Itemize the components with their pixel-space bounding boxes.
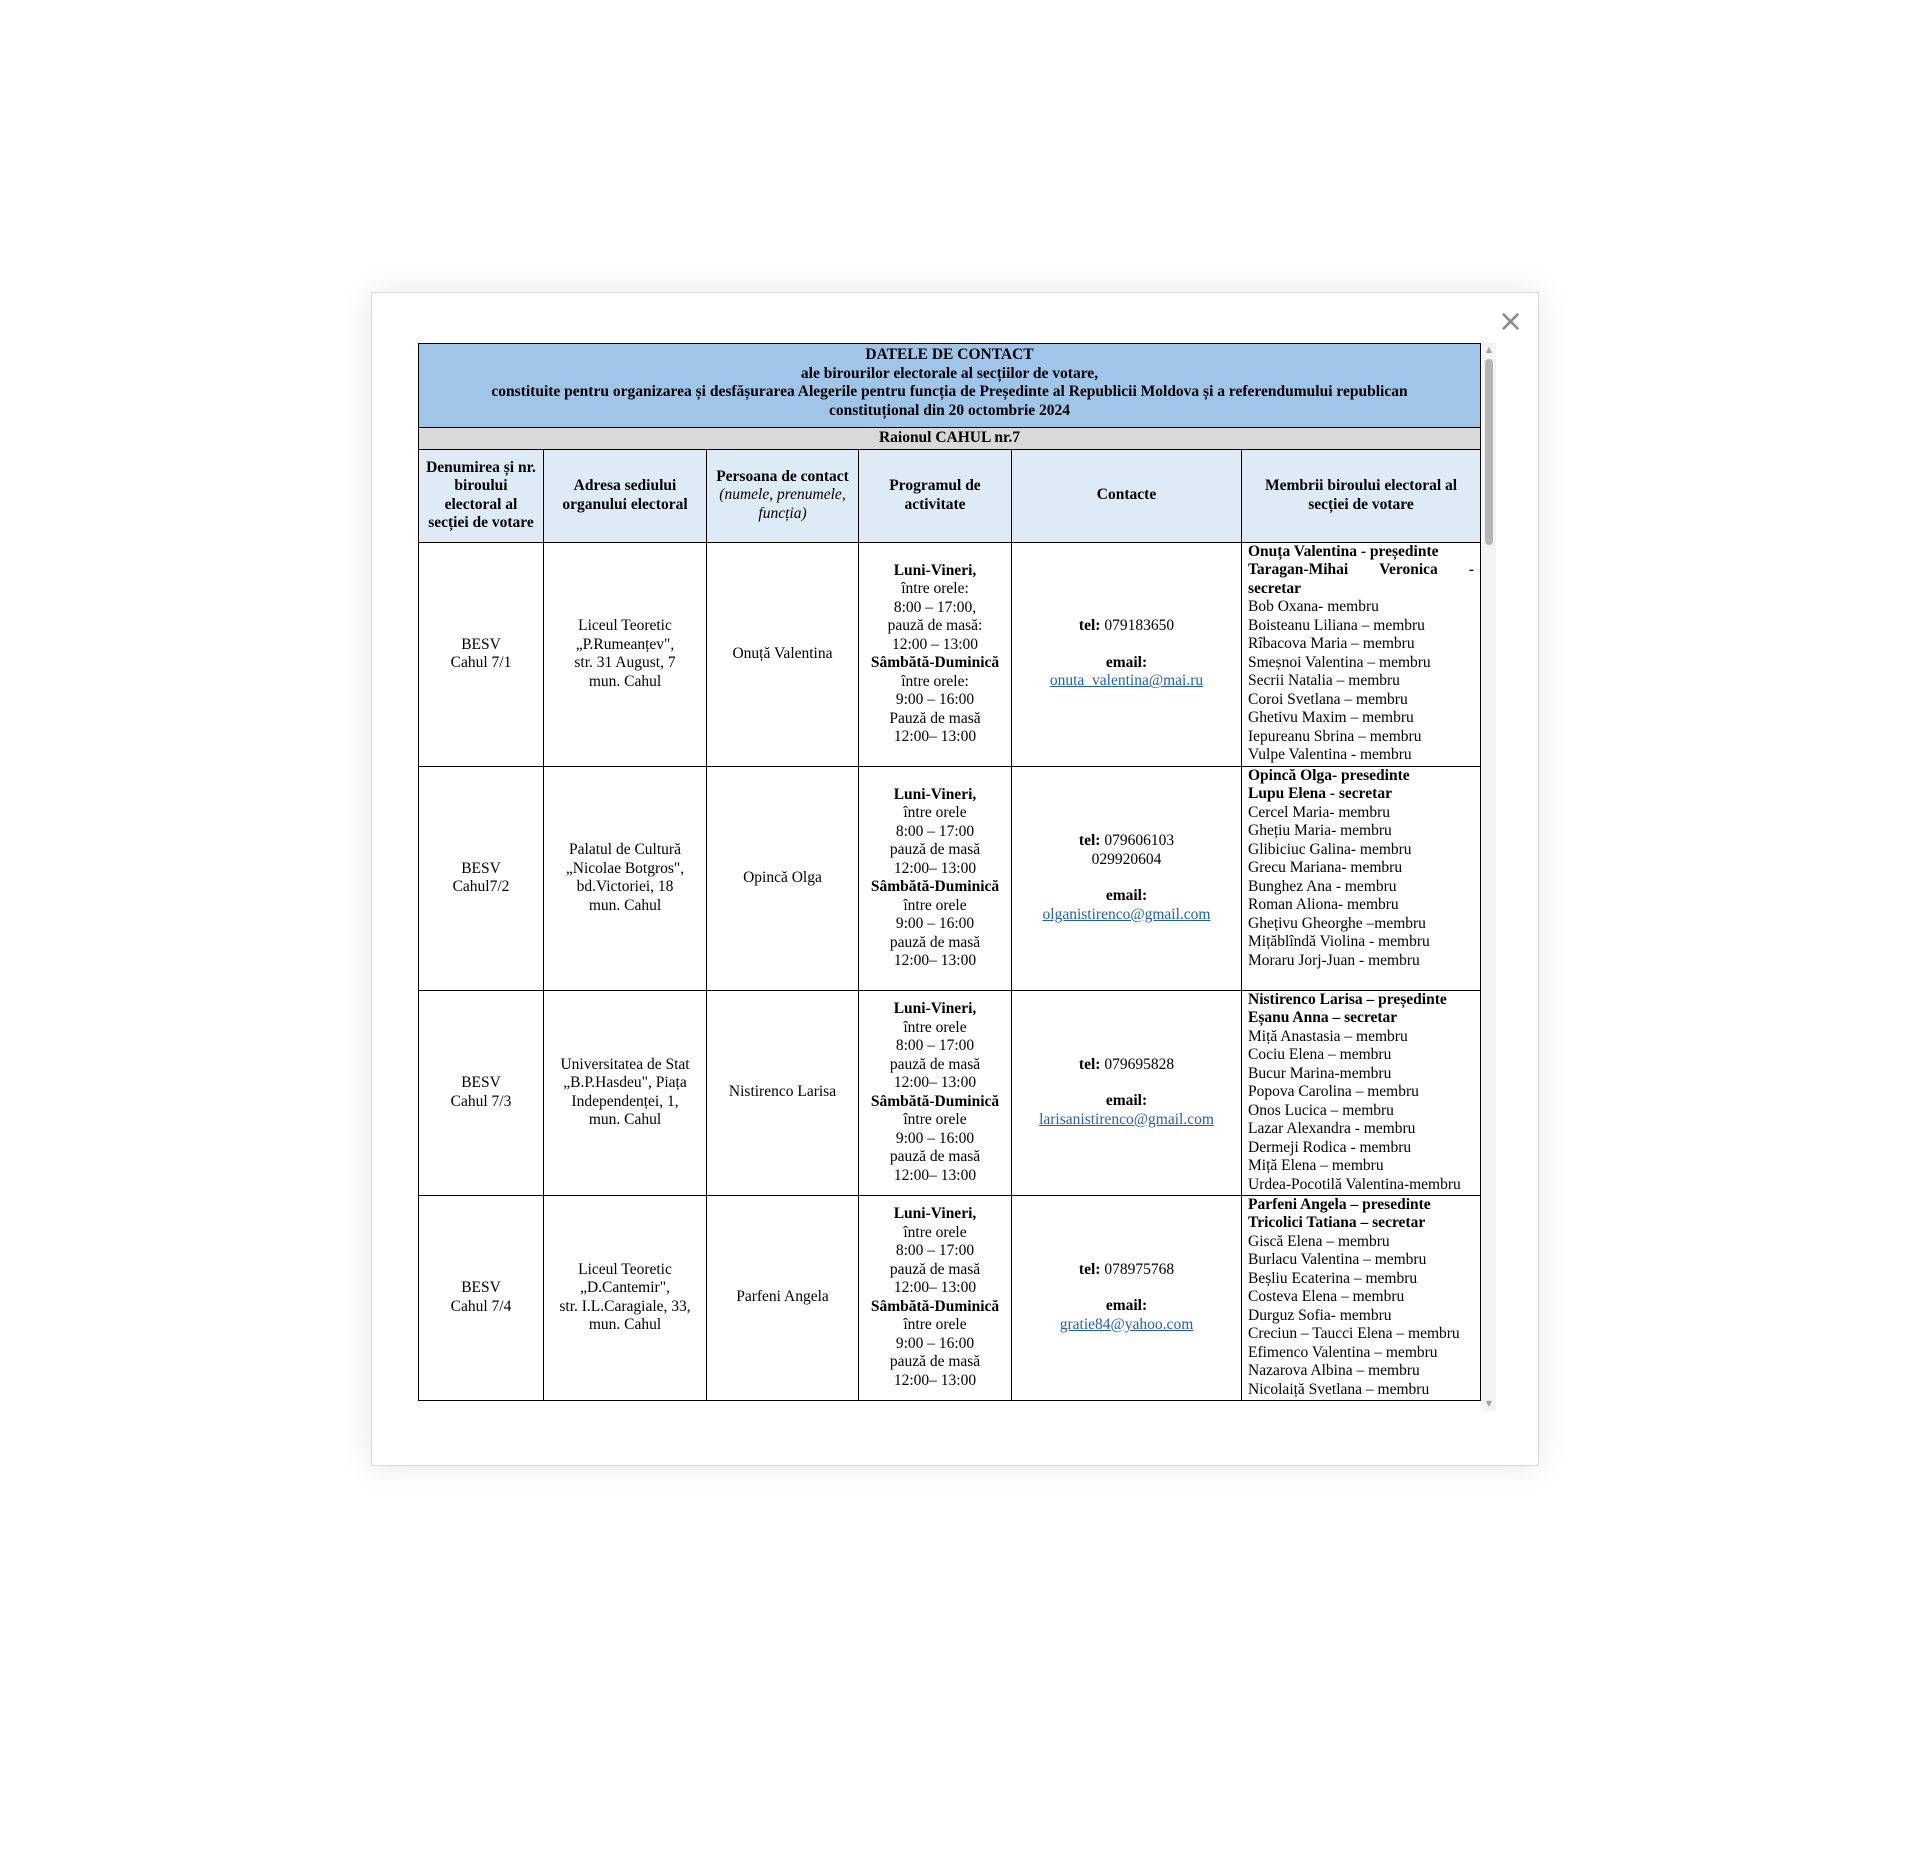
header-row <box>419 449 1481 542</box>
schedule-line: 12:00– 13:00 <box>893 1279 977 1296</box>
schedule-line: Luni-Vineri, <box>893 785 977 803</box>
email-label: email: <box>1105 653 1148 671</box>
address-line: mun. Cahul <box>588 672 662 690</box>
schedule-line: 9:00 – 16:00 <box>895 915 975 932</box>
schedule-line: pauză de masă <box>889 841 981 858</box>
schedule-line: Pauză de masă <box>889 709 981 727</box>
document-modal <box>371 292 1539 1466</box>
member-leader: Opincă Olga- presedinte <box>1248 766 1410 784</box>
member-item: Durguz Sofia- membru <box>1248 1306 1392 1324</box>
bureau-name-line: Cahul7/2 <box>452 878 510 895</box>
address-line: Liceul Teoretic <box>578 1260 672 1278</box>
address-line: Independenței, 1, <box>571 1092 679 1110</box>
tel-label: tel: <box>1078 617 1101 635</box>
schedule-line: 12:00– 13:00 <box>893 1371 977 1389</box>
member-item: Bunghez Ana - membru <box>1248 877 1397 895</box>
member-item: Miță Elena – membru <box>1248 1157 1384 1174</box>
member-item: Moraru Jorj-Juan - membru <box>1248 951 1420 969</box>
scroll-up-icon[interactable]: ▲ <box>1485 345 1493 354</box>
address-line: Liceul Teoretic <box>578 617 672 634</box>
member-item: Popova Carolina – membru <box>1248 1083 1419 1100</box>
member-item: Mițăblîndă Violina - membru <box>1248 933 1430 950</box>
schedule-line: între orele <box>903 804 967 821</box>
member-item: Lazar Alexandra - membru <box>1248 1120 1416 1137</box>
schedule-line: Sâmbătă-Duminică <box>870 1297 1000 1315</box>
bureau-name-line: BESV <box>461 635 501 653</box>
schedule-line: 8:00 – 17:00 <box>895 822 975 840</box>
schedule-line: Sâmbătă-Duminică <box>870 654 1000 671</box>
schedule-line: 12:00 – 13:00 <box>891 635 979 653</box>
secretary-role: secretar <box>1248 579 1302 597</box>
header-contact-bold: Persoana de contact <box>716 467 849 485</box>
member-item: Cercel Maria- membru <box>1248 803 1391 821</box>
schedule <box>859 542 1012 766</box>
schedule-line: 9:00 – 16:00 <box>895 691 975 708</box>
address-line: bd.Victoriei, 18 <box>576 878 674 895</box>
schedule <box>859 766 1012 990</box>
contact-person: Parfeni Angela <box>707 1195 859 1400</box>
schedule-line: 12:00– 13:00 <box>893 1074 977 1091</box>
members-list <box>1242 990 1481 1195</box>
table-row <box>419 542 1481 766</box>
schedule-line: 12:00– 13:00 <box>893 952 977 969</box>
schedule-line: 12:00– 13:00 <box>893 859 977 877</box>
contacts <box>1012 766 1242 990</box>
title-line: ale birourilor electorale al secțiilor de votare, <box>800 364 1099 382</box>
bureau-name-line: BESV <box>461 859 501 877</box>
phone-number: 079606103 <box>1104 832 1175 849</box>
schedule-line: între orele <box>903 1223 967 1241</box>
tel-label: tel: <box>1078 832 1101 849</box>
tel-label: tel: <box>1078 1260 1101 1278</box>
schedule-line: între orele <box>903 896 967 914</box>
schedule-line: 12:00– 13:00 <box>893 1166 977 1184</box>
member-item: Ghețivu Gheorghe –membru <box>1248 914 1426 932</box>
tel-label: tel: <box>1078 1055 1101 1073</box>
address-line: „D.Cantemir", <box>580 1279 670 1296</box>
member-item: Miță Anastasia – membru <box>1248 1027 1408 1045</box>
schedule-line: 8:00 – 17:00 <box>895 1242 975 1259</box>
header-address: Adresa sediului organului electoral <box>544 449 707 542</box>
member-item: Giscă Elena – membru <box>1248 1232 1390 1250</box>
table-row <box>419 1195 1481 1400</box>
document-viewer[interactable] <box>418 343 1496 1411</box>
schedule-line: pauză de masă <box>889 1260 981 1278</box>
raion-label: Raionul CAHUL nr.7 <box>419 428 1481 450</box>
bureau-name-line: Cahul 7/4 <box>450 1297 512 1315</box>
schedule-line: între orele <box>903 1018 967 1036</box>
address-line: mun. Cahul <box>588 1111 662 1128</box>
schedule-line: Sâmbătă-Duminică <box>870 878 1000 895</box>
member-secretary <box>1248 561 1474 580</box>
members-list <box>1242 1195 1481 1400</box>
schedule-line: 8:00 – 17:00, <box>893 598 977 616</box>
member-leader: Nistirenco Larisa – președinte <box>1248 990 1447 1008</box>
schedule-line: pauză de masă <box>889 1353 981 1370</box>
contact-person: Nistirenco Larisa <box>707 990 859 1195</box>
members-list <box>1242 766 1481 990</box>
bureau-address <box>544 766 707 990</box>
address-line: str. I.L.Caragiale, 33, <box>559 1297 691 1315</box>
members-list <box>1242 542 1481 766</box>
schedule-line: Luni-Vineri, <box>893 1205 977 1222</box>
member-leader: Lupu Elena - secretar <box>1248 785 1392 802</box>
bureau-name <box>419 766 544 990</box>
header-contacts: Contacte <box>1012 449 1242 542</box>
member-item: Ghetivu Maxim – membru <box>1248 709 1414 726</box>
table-title <box>419 344 1481 428</box>
bureau-address <box>544 1195 707 1400</box>
raion-row <box>419 428 1481 450</box>
schedule-line: pauză de masă <box>889 933 981 951</box>
schedule-line: între orele <box>903 1111 967 1128</box>
member-item: Secrii Natalia – membru <box>1248 672 1400 689</box>
address-line: mun. Cahul <box>588 1316 662 1333</box>
document-page <box>418 343 1480 1401</box>
schedule-line: între orele: <box>901 672 969 690</box>
phone-line <box>1018 617 1235 636</box>
member-item: Costeva Elena – membru <box>1248 1288 1405 1305</box>
address-line: mun. Cahul <box>588 896 662 914</box>
member-item: Creciun – Taucci Elena – membru <box>1248 1325 1460 1342</box>
bureau-name-line: BESV <box>461 1279 501 1296</box>
member-item: Cociu Elena – membru <box>1248 1046 1392 1063</box>
table-title-row <box>419 344 1481 428</box>
email-link[interactable]: gratie84@yahoo.com <box>1059 1315 1194 1333</box>
title-line: DATELE DE CONTACT <box>865 346 1034 363</box>
schedule-line: 12:00– 13:00 <box>893 728 977 745</box>
contacts <box>1012 990 1242 1195</box>
schedule <box>859 990 1012 1195</box>
close-icon[interactable]: × <box>1498 304 1524 339</box>
phone-line <box>1018 832 1235 851</box>
address-line: Universitatea de Stat <box>560 1055 690 1073</box>
member-leader: Onuța Valentina - președinte <box>1248 542 1439 560</box>
member-item: Ghețiu Maria- membru <box>1248 822 1392 839</box>
bureau-name-line: BESV <box>461 1074 501 1091</box>
schedule-line: 8:00 – 17:00 <box>895 1037 975 1054</box>
phone-number-2: 029920604 <box>1091 850 1162 868</box>
member-item: Onos Lucica – membru <box>1248 1101 1394 1119</box>
email-label: email: <box>1105 887 1148 904</box>
member-item: Burlacu Valentina – membru <box>1248 1251 1427 1268</box>
bureau-name <box>419 990 544 1195</box>
member-leader: Eșanu Anna – secretar <box>1248 1009 1398 1026</box>
schedule-line: între orele: <box>901 580 969 597</box>
header-schedule: Programul de activitate <box>859 449 1012 542</box>
bureau-name-line: Cahul 7/1 <box>450 654 512 671</box>
address-line: str. 31 August, 7 <box>574 654 676 671</box>
contact-person: Opincă Olga <box>707 766 859 990</box>
schedule-line: pauză de masă: <box>887 617 983 634</box>
schedule-line: Luni-Vineri, <box>893 1000 977 1017</box>
secretary-name: Taragan-Mihai <box>1248 561 1349 578</box>
member-item: Glibiciuc Galina- membru <box>1248 840 1412 858</box>
member-item: Nicolaiță Svetlana – membru <box>1248 1380 1430 1398</box>
phone-number: 078975768 <box>1104 1260 1175 1278</box>
member-item: Beșliu Ecaterina – membru <box>1248 1269 1418 1287</box>
bureau-name <box>419 1195 544 1400</box>
member-item: Boisteanu Liliana – membru <box>1248 616 1425 634</box>
email-link[interactable]: onuta_valentina@mai.ru <box>1049 672 1204 690</box>
title-line: constituite pentru organizarea și desfășurarea Alegerile pentru funcția de Președinte al Republicii Moldova și a referendumului republican <box>491 383 1408 400</box>
header-contact-italic: (numele, prenumele, funcția) <box>719 486 846 522</box>
member-item: Urdea-Pocotilă Valentina-membru <box>1248 1175 1461 1193</box>
email-link[interactable]: larisanistirenco@gmail.com <box>1039 1110 1214 1128</box>
header-contact-person <box>707 449 859 542</box>
contacts <box>1012 1195 1242 1400</box>
schedule <box>859 1195 1012 1400</box>
email-link[interactable]: olganistirenco@gmail.com <box>1042 905 1211 923</box>
address-line: Palatul de Cultură <box>569 841 681 858</box>
phone-line <box>1018 1056 1235 1075</box>
header-members: Membrii biroului electoral al secției de votare <box>1242 449 1481 542</box>
member-item: Roman Aliona- membru <box>1248 896 1399 913</box>
phone-number: 079183650 <box>1104 617 1175 635</box>
member-leader: Parfeni Angela – presedinte <box>1248 1195 1431 1213</box>
member-item: Coroi Svetlana – membru <box>1248 690 1408 708</box>
contacts <box>1012 542 1242 766</box>
email-label: email: <box>1105 1092 1148 1110</box>
bureau-address <box>544 542 707 766</box>
schedule-line: 9:00 – 16:00 <box>895 1334 975 1352</box>
member-leader: Tricolici Tatiana – secretar <box>1248 1214 1426 1231</box>
member-item: Dermeji Rodica - membru <box>1248 1138 1412 1156</box>
member-item: Bucur Marina-membru <box>1248 1064 1392 1082</box>
secretary-dash: - <box>1468 561 1474 578</box>
title-line: constituțional din 20 octombrie 2024 <box>828 401 1071 419</box>
schedule-line: Sâmbătă-Duminică <box>870 1092 1000 1110</box>
bureau-name <box>419 542 544 766</box>
secretary-name-2: Veronica <box>1379 561 1438 578</box>
table-row <box>419 990 1481 1195</box>
bureau-address <box>544 990 707 1195</box>
member-item: Rîbacova Maria – membru <box>1248 635 1415 652</box>
member-item: Bob Oxana- membru <box>1248 598 1379 615</box>
member-item: Efimenco Valentina – membru <box>1248 1343 1438 1361</box>
contacts-table <box>418 343 1481 1401</box>
address-line: „Nicolae Botgros", <box>565 859 685 877</box>
bureau-name-line: Cahul 7/3 <box>450 1092 512 1110</box>
header-name: Denumirea și nr. biroului electoral al secției de votare <box>419 449 544 542</box>
schedule-line: Luni-Vineri, <box>893 561 977 579</box>
phone-line <box>1018 1261 1235 1280</box>
vertical-scrollbar[interactable] <box>1482 343 1496 1411</box>
scrollbar-thumb[interactable] <box>1485 359 1493 545</box>
schedule-line: între orele <box>903 1316 967 1333</box>
email-label: email: <box>1105 1297 1148 1315</box>
member-item: Vulpe Valentina - membru <box>1248 746 1412 763</box>
scroll-down-icon[interactable]: ▼ <box>1485 1399 1493 1408</box>
phone-number: 079695828 <box>1104 1055 1175 1073</box>
member-item: Smeșnoi Valentina – membru <box>1248 653 1431 671</box>
table-row <box>419 766 1481 990</box>
member-item: Iepureanu Sbrina – membru <box>1248 727 1422 745</box>
schedule-line: pauză de masă <box>889 1055 981 1073</box>
member-item: Nazarova Albina – membru <box>1248 1362 1420 1379</box>
address-line: „B.P.Hasdeu", Piața <box>563 1074 687 1091</box>
address-line: „P.Rumeanțev", <box>575 635 675 653</box>
member-item: Grecu Mariana- membru <box>1248 859 1403 876</box>
schedule-line: pauză de masă <box>889 1148 981 1165</box>
schedule-line: 9:00 – 16:00 <box>895 1129 975 1147</box>
contact-person: Onuță Valentina <box>707 542 859 766</box>
